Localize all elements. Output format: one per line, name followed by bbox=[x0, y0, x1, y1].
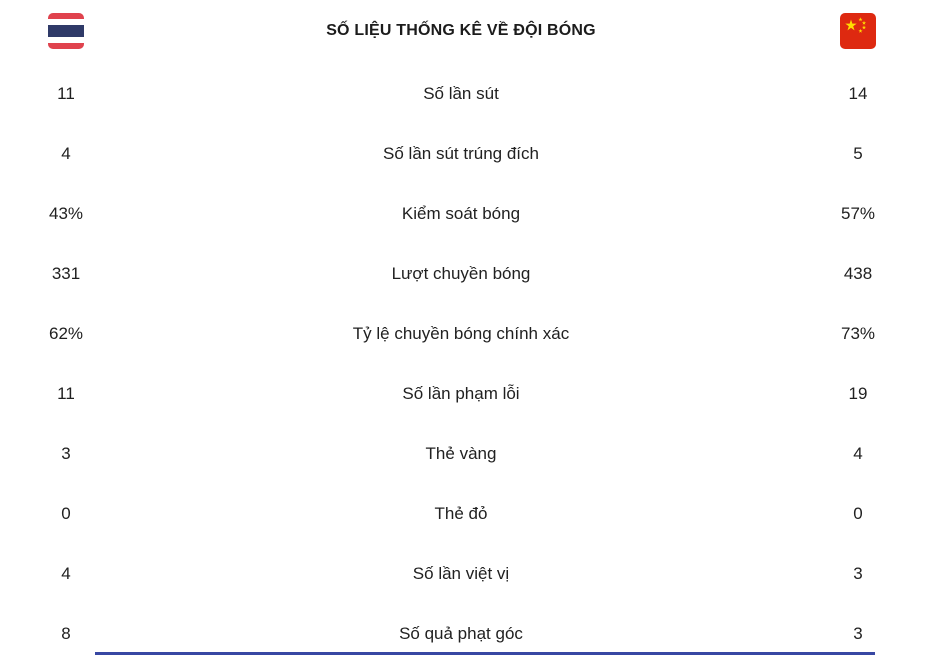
away-value: 5 bbox=[853, 144, 863, 163]
stat-label: Số lần việt vị bbox=[412, 564, 510, 583]
stat-row-shots bbox=[0, 64, 926, 124]
home-value: 0 bbox=[61, 504, 71, 523]
away-value: 4 bbox=[853, 444, 863, 463]
home-value: 43% bbox=[48, 204, 84, 223]
stat-label: Tỷ lệ chuyền bóng chính xác bbox=[352, 324, 570, 343]
home-team-flag-cell bbox=[0, 13, 132, 49]
stat-label: Số lần phạm lỗi bbox=[402, 384, 520, 403]
away-value: 0 bbox=[853, 504, 863, 523]
away-value: 73% bbox=[840, 324, 876, 343]
stat-row-offsides bbox=[0, 544, 926, 604]
stat-row-red-cards bbox=[0, 484, 926, 544]
stat-row-yellow-cards bbox=[0, 424, 926, 484]
home-value: 3 bbox=[61, 444, 71, 463]
stat-label: Thẻ đỏ bbox=[434, 504, 488, 523]
home-value: 62% bbox=[48, 324, 84, 343]
home-value: 8 bbox=[61, 624, 71, 643]
stat-row-passes bbox=[0, 244, 926, 304]
away-value: 3 bbox=[853, 624, 863, 643]
away-value: 57% bbox=[840, 204, 876, 223]
away-value: 438 bbox=[843, 264, 873, 283]
home-value: 4 bbox=[61, 564, 71, 583]
stat-row-pass-accuracy bbox=[0, 304, 926, 364]
stat-label: Số lần sút trúng đích bbox=[383, 144, 539, 163]
away-value: 19 bbox=[848, 384, 868, 403]
stat-label: Số lần sút bbox=[423, 84, 499, 103]
stat-row-corners bbox=[0, 604, 926, 655]
thailand-flag-icon bbox=[48, 13, 84, 49]
china-flag-icon bbox=[840, 13, 876, 49]
home-value: 11 bbox=[57, 84, 75, 103]
stat-label: Thẻ vàng bbox=[425, 444, 497, 463]
home-value: 11 bbox=[57, 384, 75, 403]
page-title: SỐ LIỆU THỐNG KÊ VỀ ĐỘI BÓNG bbox=[326, 22, 596, 39]
stat-label: Lượt chuyền bóng bbox=[391, 264, 531, 283]
stat-label: Kiểm soát bóng bbox=[401, 204, 521, 223]
away-team-flag-cell bbox=[790, 13, 926, 49]
home-value: 331 bbox=[51, 264, 81, 283]
stat-row-fouls bbox=[0, 364, 926, 424]
stats-header bbox=[0, 0, 926, 58]
away-value: 3 bbox=[853, 564, 863, 583]
stat-row-possession bbox=[0, 184, 926, 244]
stat-label: Số quả phạt góc bbox=[399, 624, 523, 643]
stat-row-shots-on-target bbox=[0, 124, 926, 184]
away-value: 14 bbox=[848, 84, 868, 103]
home-value: 4 bbox=[61, 144, 71, 163]
